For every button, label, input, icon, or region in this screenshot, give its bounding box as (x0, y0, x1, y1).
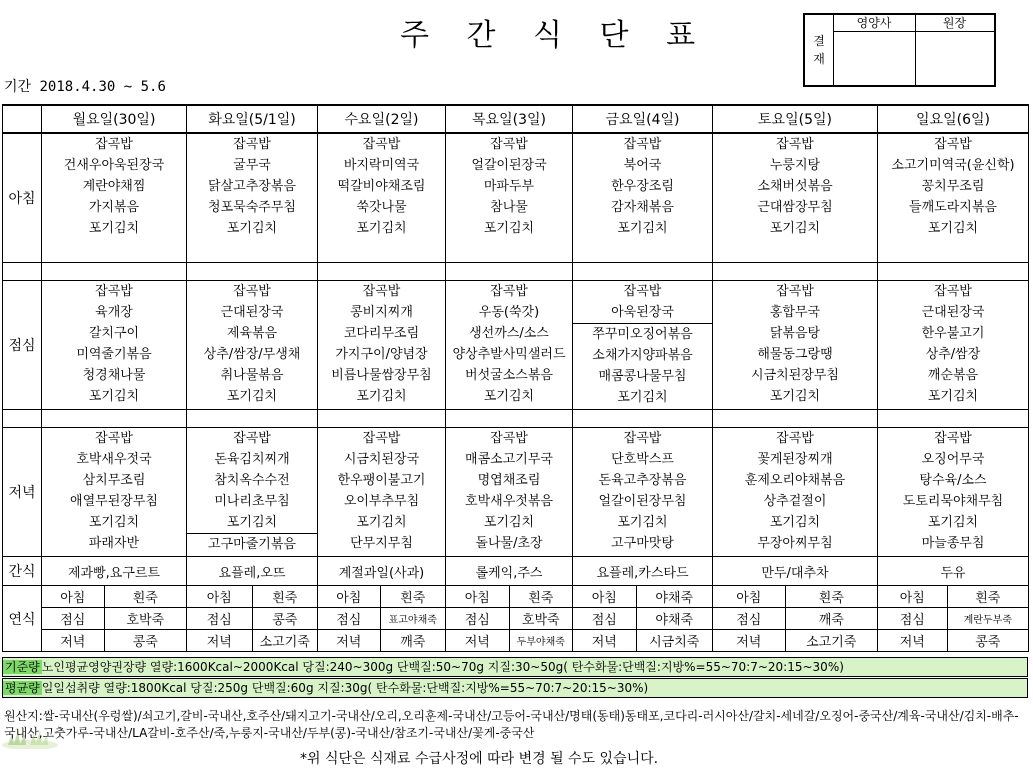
menu-item: 바지락미역국 (343, 158, 420, 173)
soft-meal-value: 흰죽 (104, 586, 186, 608)
snack-cell: 제과빵,요구르트 (42, 557, 187, 586)
menu-item: 미나리초무침 (214, 494, 290, 509)
menu-item: 포기김치 (927, 389, 979, 404)
soft-cell (187, 586, 318, 652)
menu-item: 포기김치 (356, 389, 407, 404)
snack-cell: 계절과일(사과) (318, 557, 446, 586)
soft-meal-label: 아침 (318, 586, 380, 608)
soft-meal-label: 점심 (713, 608, 785, 630)
soft-meal-label: 점심 (573, 608, 636, 630)
soft-meal-label: 아침 (446, 586, 509, 608)
day-header: 목요일(3일) (446, 105, 573, 133)
day-header: 금요일(4일) (573, 105, 713, 133)
soft-meal-label: 점심 (187, 608, 252, 630)
menu-item: 포기김치 (769, 515, 821, 530)
spacer-cell (878, 263, 1029, 281)
approval-label (805, 15, 834, 85)
menu-item: 꽃게된장찌개 (757, 452, 833, 467)
soft-meal-value: 두부야채죽 (516, 637, 565, 648)
menu-item: 들깨도라지볶음 (909, 200, 997, 215)
menu-item: 계란야채찜 (82, 179, 146, 194)
menu-item: 깨순볶음 (927, 368, 979, 383)
breakfast-cell (318, 133, 446, 263)
soft-meal-value: 흰죽 (380, 586, 445, 608)
menu-item: 잡곡밥 (623, 284, 662, 299)
corner-cell (3, 105, 42, 133)
lunch-cell (573, 281, 713, 410)
soft-meal-value: 계란두부죽 (947, 608, 1028, 630)
lunch-cell (878, 281, 1029, 410)
menu-item: 잡곡밥 (95, 284, 133, 299)
menu-item: 가지구이/양념장 (335, 347, 428, 362)
menu-item: 얼갈이된장무침 (598, 494, 687, 509)
day-header: 일요일(6일) (878, 105, 1029, 133)
menu-item: 잡곡밥 (934, 431, 972, 446)
breakfast-cell (573, 133, 713, 263)
soft-meal-value: 시금치죽 (649, 635, 700, 650)
row-label-lunch: 점심 (3, 281, 42, 410)
page-title: 주 간 식 단 표 (400, 18, 710, 53)
menu-item: 포기김치 (483, 389, 535, 404)
spacer-cell (573, 410, 713, 428)
soft-subtable (878, 586, 1028, 651)
menu-item: 포기김치 (927, 221, 979, 236)
menu-item: 잡곡밥 (490, 284, 528, 299)
dinner-row (3, 428, 1029, 557)
menu-item: 돈육고추장볶음 (598, 473, 687, 488)
menu-item: 비름나물쌈장무침 (331, 368, 432, 383)
menu-item: 훈제오리야채볶음 (744, 473, 846, 488)
soft-meal-label: 아침 (573, 586, 636, 608)
soft-cell (446, 586, 573, 652)
breakfast-cell (878, 133, 1029, 263)
menu-item: 포기김치 (356, 221, 407, 236)
menu-item: 미역줄기볶음 (76, 347, 152, 362)
menu-item: 생선까스/소스 (469, 326, 549, 341)
spacer-cell (3, 410, 42, 428)
menu-item: 아욱된장국 (573, 302, 712, 324)
menu-item: 한우불고기 (921, 326, 985, 341)
menu-item: 매콤소고기무국 (465, 452, 553, 467)
soft-meal-label: 저녁 (187, 630, 252, 652)
soft-meal-value: 콩죽 (132, 635, 158, 650)
lunch-cell (187, 281, 318, 410)
soft-meal-label: 아침 (187, 586, 252, 608)
soft-meal-label: 아침 (713, 586, 785, 608)
menu-item: 포기김치 (356, 515, 407, 530)
day-header: 수요일(2일) (318, 105, 446, 133)
menu-item: 돌나물/초장 (475, 536, 543, 551)
menu-item: 포기김치 (617, 390, 668, 405)
menu-item: 닭살고추장볶음 (208, 179, 296, 194)
approval-label-2: 재 (813, 52, 825, 66)
menu-item: 소채가지양파볶음 (592, 348, 693, 363)
approval-director-header: 원장 (915, 15, 994, 32)
soft-meal-value: 콩죽 (252, 608, 317, 630)
menu-item: 호박새우젓볶음 (465, 494, 553, 509)
breakfast-cell (42, 133, 187, 263)
soft-meal-value: 흰죽 (509, 586, 572, 608)
menu-item: 파래자반 (88, 536, 140, 551)
soft-meal-label: 점심 (42, 608, 104, 630)
soft-subtable (573, 586, 712, 651)
breakfast-cell (187, 133, 318, 263)
menu-item: 포기김치 (187, 512, 317, 534)
snack-cell: 요플레,카스타드 (573, 557, 713, 586)
average-text: 일일섭취량 열량:1800Kcal 당질:250g 단백질:60g 지질:30g( 탄수화물:단백질:지방%=55~70:7~20:15~30%) (41, 681, 649, 695)
menu-item: 양상추발사믹샐러드 (452, 347, 566, 362)
soft-row (3, 586, 1029, 652)
menu-item: 잡곡밥 (95, 431, 133, 446)
spacer-cell (713, 410, 878, 428)
soft-meal-label: 저녁 (42, 630, 104, 652)
spacer-row (3, 410, 1029, 428)
spacer-cell (318, 410, 446, 428)
spacer-cell (713, 263, 878, 281)
standard-bar (2, 657, 1028, 677)
menu-item: 호박새우젓국 (76, 452, 152, 467)
menu-item: 시금치된장무침 (751, 368, 839, 383)
menu-item: 소채버섯볶음 (757, 179, 833, 194)
menu-item: 쭈꾸미오징어볶음 (592, 327, 693, 342)
menu-item: 근대된장국 (921, 305, 985, 320)
soft-meal-label: 저녁 (713, 630, 785, 652)
menu-item: 쑥갓나물 (356, 200, 407, 215)
menu-item: 참치옥수수전 (214, 473, 290, 488)
dinner-cell (713, 428, 878, 557)
menu-item: 근대쌈장무침 (757, 200, 833, 215)
menu-item: 우동(쑥갓) (478, 305, 540, 320)
menu-item: 근대된장국 (220, 305, 284, 320)
soft-meal-value: 흰죽 (252, 586, 317, 608)
approval-director-cell (915, 15, 994, 85)
day-header: 화요일(5/1일) (187, 105, 318, 133)
menu-item: 육개장 (95, 305, 133, 320)
snack-cell: 요플레,오뜨 (187, 557, 318, 586)
menu-item: 포기김치 (617, 221, 668, 236)
soft-meal-label: 점심 (446, 608, 509, 630)
menu-item: 잡곡밥 (362, 137, 401, 152)
dinner-cell (446, 428, 573, 557)
menu-item: 얼갈이된장국 (471, 158, 547, 173)
menu-item: 버섯굴소스볶음 (465, 368, 553, 383)
menu-item: 가지볶음 (88, 200, 140, 215)
menu-item: 북어국 (623, 158, 662, 173)
dinner-cell (187, 428, 318, 557)
menu-item: 누룽지탕 (769, 158, 821, 173)
dinner-cell (42, 428, 187, 557)
soft-meal-value: 깨죽 (785, 608, 877, 630)
menu-item: 잡곡밥 (623, 137, 662, 152)
soft-meal-value: 표고야채죽 (380, 608, 445, 630)
spacer-cell (42, 410, 187, 428)
lunch-cell (42, 281, 187, 410)
soft-meal-value: 호박죽 (509, 608, 572, 630)
menu-item: 코다리무조림 (343, 326, 420, 341)
menu-item: 청포묵숙주무침 (208, 200, 296, 215)
spacer-row (3, 263, 1029, 281)
soft-meal-label: 아침 (42, 586, 104, 608)
snack-cell: 만두/대추차 (713, 557, 878, 586)
lunch-row (3, 281, 1029, 410)
spacer-cell (446, 410, 573, 428)
soft-cell (318, 586, 446, 652)
day-header: 토요일(5일) (713, 105, 878, 133)
menu-item: 잡곡밥 (490, 137, 528, 152)
menu-item: 애열무된장무침 (70, 494, 158, 509)
standard-tag: 기준량 (5, 660, 40, 674)
menu-item: 마늘종무침 (921, 536, 985, 551)
soft-meal-value: 소고기죽 (259, 635, 310, 650)
menu-item: 잡곡밥 (776, 137, 814, 152)
breakfast-row (3, 133, 1029, 263)
day-header: 월요일(30일) (42, 105, 187, 133)
menu-item: 시금치된장국 (343, 452, 420, 467)
soft-meal-value: 흰죽 (947, 586, 1028, 608)
soft-meal-label: 아침 (878, 586, 947, 608)
menu-item: 포기김치 (226, 389, 278, 404)
lunch-cell (446, 281, 573, 410)
menu-item: 잡곡밥 (623, 431, 662, 446)
snack-cell: 롤케익,주스 (446, 557, 573, 586)
menu-item: 참나물 (490, 200, 528, 215)
approval-label-1: 결 (813, 34, 825, 48)
soft-meal-value: 깨죽 (400, 635, 426, 650)
menu-item: 해물동그랑땡 (757, 347, 833, 362)
menu-item: 탕수육/소스 (919, 473, 987, 488)
menu-item: 매콤콩나물무침 (598, 369, 687, 384)
snack-row (3, 557, 1029, 586)
soft-meal-value: 콩죽 (975, 635, 1001, 650)
soft-meal-value: 야채죽 (636, 608, 712, 630)
snack-cell: 두유 (878, 557, 1029, 586)
menu-item: 굴무국 (233, 158, 271, 173)
menu-item: 잡곡밥 (776, 431, 814, 446)
soft-meal-label: 점심 (878, 608, 947, 630)
menu-table (2, 104, 1029, 652)
dinner-cell (573, 428, 713, 557)
menu-item: 잡곡밥 (95, 137, 133, 152)
row-label-breakfast: 아침 (3, 133, 42, 263)
menu-item: 제육볶음 (226, 326, 278, 341)
soft-subtable (446, 586, 572, 651)
menu-item: 포기김치 (769, 221, 821, 236)
dinner-cell (318, 428, 446, 557)
menu-item: 잡곡밥 (934, 137, 972, 152)
menu-item: 상추/쌈장/무생채 (203, 347, 301, 362)
menu-item: 청경채나물 (82, 368, 146, 383)
soft-meal-label: 저녁 (318, 630, 380, 652)
row-label-dinner: 저녁 (3, 428, 42, 557)
soft-cell (878, 586, 1029, 652)
menu-item: 단호박스프 (611, 452, 674, 467)
average-tag: 평균량 (5, 681, 40, 695)
menu-item: 한우장조림 (611, 179, 674, 194)
spacer-cell (446, 263, 573, 281)
spacer-cell (42, 263, 187, 281)
menu-item: 잡곡밥 (362, 431, 401, 446)
dinner-cell (878, 428, 1029, 557)
spacer-cell (3, 263, 42, 281)
origin-note: 원산지:쌀-국내산(우렁쌀)/쇠고기,갈비-국내산,호주산/돼지고기-국내산/오리,오리훈제-국내산/고등어-국내산/명태(동태)동태포,코다리-러시아산/갈치-세네갈/오징어-중국산/계육-국내산/김치-배추-국내산,고춧가루-국내산/LA갈비-호주산/죽,누룽지-국내산/두부(콩)-국내산/참조기-국내산/꽃게-중국산 (4, 709, 1019, 740)
menu-item: 오징어무국 (921, 452, 985, 467)
spacer-cell (573, 263, 713, 281)
menu-item: 잡곡밥 (362, 284, 401, 299)
menu-item: 소고기미역국(윤신학) (891, 158, 1015, 173)
menu-item: 상추/쌈장 (925, 347, 981, 362)
breakfast-cell (713, 133, 878, 263)
menu-item: 감자채볶음 (611, 200, 674, 215)
menu-item: 돈육김치찌개 (214, 452, 290, 467)
menu-item: 포기김치 (769, 389, 821, 404)
row-label-soft: 연식 (3, 586, 42, 652)
soft-subtable (713, 586, 877, 651)
soft-meal-value: 야채죽 (636, 586, 712, 608)
soft-cell (573, 586, 713, 652)
menu-item: 한우팽이불고기 (337, 473, 426, 488)
average-bar (2, 678, 1028, 698)
menu-item: 콩비지찌개 (350, 305, 413, 320)
menu-item: 포기김치 (88, 221, 140, 236)
menu-item: 무장아찌무침 (757, 536, 833, 551)
menu-item: 잡곡밥 (233, 137, 271, 152)
spacer-cell (187, 410, 318, 428)
soft-cell (42, 586, 187, 652)
menu-item: 포기김치 (88, 389, 140, 404)
menu-item: 잡곡밥 (776, 284, 814, 299)
lunch-cell (713, 281, 878, 410)
menu-item: 단무지무침 (350, 536, 413, 551)
soft-subtable (318, 586, 445, 651)
menu-item: 건새우아욱된장국 (63, 158, 165, 173)
menu-item: 떡갈비야채조림 (337, 179, 426, 194)
soft-cell (713, 586, 878, 652)
menu-item: 꽁치무조림 (921, 179, 985, 194)
breakfast-cell (446, 133, 573, 263)
menu-item: 오이부추무침 (343, 494, 420, 509)
menu-item: 홍합무국 (769, 305, 821, 320)
row-label-snack: 간식 (3, 557, 42, 586)
menu-item: 포기김치 (88, 515, 140, 530)
soft-meal-value: 흰죽 (785, 586, 877, 608)
spacer-cell (318, 263, 446, 281)
menu-item: 잡곡밥 (233, 284, 271, 299)
menu-item: 닭볶음탕 (769, 326, 821, 341)
lunch-cell (318, 281, 446, 410)
spacer-cell (878, 410, 1029, 428)
approval-dietitian-cell (833, 15, 916, 85)
menu-item: 명엽채조림 (477, 473, 541, 488)
period-label: 기간 2018.4.30 ~ 5.6 (4, 79, 166, 95)
menu-item: 상추겉절이 (763, 494, 827, 509)
approval-dietitian-header: 영양사 (833, 15, 915, 32)
spacer-cell (187, 263, 318, 281)
soft-meal-label: 저녁 (573, 630, 636, 652)
menu-item: 마파두부 (483, 179, 535, 194)
soft-meal-label: 저녁 (446, 630, 509, 652)
menu-item: 고구마맛탕 (611, 536, 674, 551)
approval-box (803, 13, 996, 87)
menu-item: 취나물볶음 (220, 368, 284, 383)
footer-note: *위 식단은 식재료 수급사정에 따라 변경 될 수도 있습니다. (300, 751, 659, 767)
menu-item: 포기김치 (927, 515, 979, 530)
menu-item: 고구마줄기볶음 (208, 537, 296, 552)
menu-item: 도토리묵야채무침 (902, 494, 1004, 509)
menu-item: 포기김치 (483, 221, 535, 236)
soft-subtable (42, 586, 186, 651)
menu-item: 포기김치 (226, 221, 278, 236)
menu-item: 잡곡밥 (233, 431, 271, 446)
standard-text: 노인평균영양권장량 열량:1600Kcal~2000Kcal 당질:240~300g 단백질:50~70g 지질:30~50g( 탄수화물:단백질:지방%=55~70:7~20:15~30%) (41, 660, 844, 674)
soft-meal-label: 저녁 (878, 630, 947, 652)
soft-meal-value: 호박죽 (104, 608, 186, 630)
soft-subtable (187, 586, 317, 651)
soft-meal-value: 소고기죽 (806, 635, 857, 650)
menu-item: 삼치무조림 (82, 473, 146, 488)
menu-item: 갈치구이 (88, 326, 140, 341)
menu-item: 포기김치 (483, 515, 535, 530)
menu-item: 잡곡밥 (490, 431, 528, 446)
menu-item: 잡곡밥 (934, 284, 972, 299)
soft-meal-label: 점심 (318, 608, 380, 630)
day-header-row (3, 105, 1029, 133)
menu-item: 포기김치 (617, 515, 668, 530)
